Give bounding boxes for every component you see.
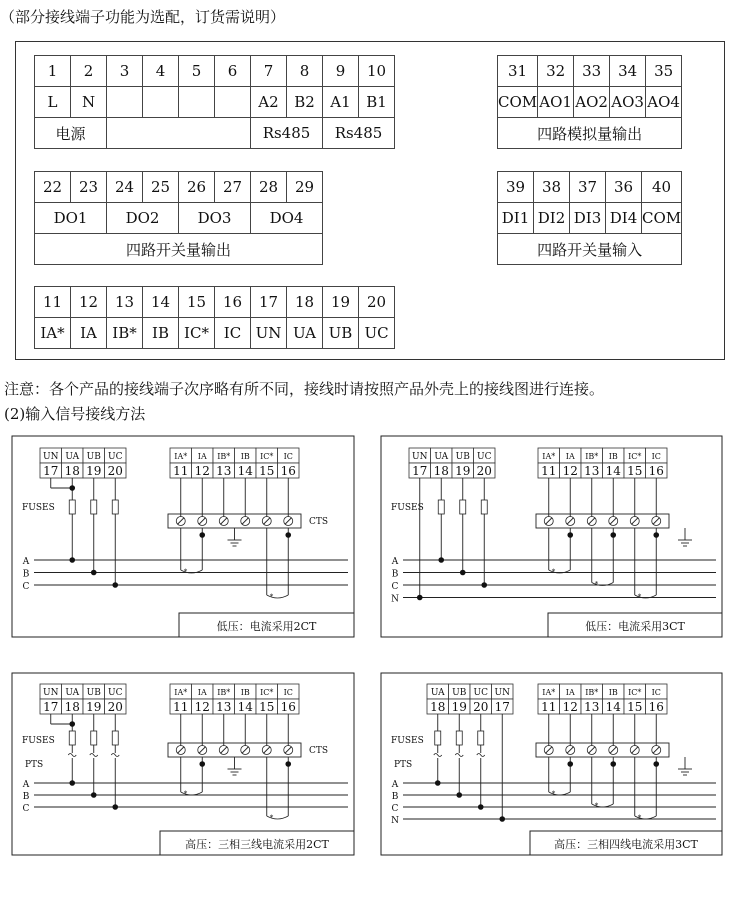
phase-label: B xyxy=(391,569,399,580)
digital-output-3: DO4 xyxy=(251,203,323,234)
voltage-terminal-number: 17 xyxy=(494,700,510,714)
fuse xyxy=(69,731,75,745)
junction-dot xyxy=(112,582,118,588)
voltage-terminal-number: 17 xyxy=(43,464,59,478)
terminal-number-3: 34 xyxy=(610,56,646,87)
digital-output-0: DO1 xyxy=(35,203,107,234)
junction-dot xyxy=(91,570,97,576)
current-terminal-number: 15 xyxy=(259,700,275,714)
voltage-terminal-number: 17 xyxy=(412,464,428,478)
voltage-terminal-number: 18 xyxy=(433,464,449,478)
fuse xyxy=(481,500,487,514)
junction-dot xyxy=(69,485,75,491)
junction-dot xyxy=(91,792,97,798)
wiring-diagram-2 xyxy=(12,673,354,855)
terminal-function-1: N xyxy=(71,87,107,118)
pt-coil xyxy=(90,754,98,757)
current-terminal-number: 16 xyxy=(648,464,664,478)
phase-label: C xyxy=(22,804,30,814)
terminal-function-0: DI1 xyxy=(498,203,534,234)
terminal-number-3: 36 xyxy=(606,172,642,203)
terminal-function-4: IC* xyxy=(179,318,215,349)
junction-dot xyxy=(610,532,616,538)
diagram-caption: 低压：电流采用2CT xyxy=(216,620,317,633)
current-terminal-label: IB xyxy=(240,688,250,697)
terminal-function-3: IB xyxy=(143,318,179,349)
phase-label: B xyxy=(22,569,30,580)
current-terminal-label: IB xyxy=(608,452,618,461)
terminal-function-8: UB xyxy=(323,318,359,349)
terminal-number-5: 16 xyxy=(215,287,251,318)
terminal-function-4: COM xyxy=(642,203,682,234)
junction-dot xyxy=(69,557,75,563)
fuses-label: FUSES xyxy=(22,503,55,513)
junction-dot xyxy=(478,804,484,810)
cts-label: CTS xyxy=(309,746,329,756)
terminal-function-1: AO1 xyxy=(538,87,574,118)
voltage-terminal-label: UN xyxy=(43,688,59,698)
ct-terminal-bar xyxy=(536,514,669,528)
current-terminal-number: 11 xyxy=(173,700,189,714)
current-terminal-label: IB xyxy=(240,452,250,461)
current-terminal-label: IA* xyxy=(542,688,556,697)
voltage-terminal-label: UN xyxy=(412,452,428,462)
voltage-terminal-number: 18 xyxy=(430,700,446,714)
voltage-terminal-number: 20 xyxy=(107,464,123,478)
pt-coil xyxy=(434,754,442,757)
current-terminal-label: IC xyxy=(651,688,661,697)
digital-input-title: 四路开关量输入 xyxy=(498,234,682,265)
terminal-function-1: IA xyxy=(71,318,107,349)
voltage-terminal-label: UB xyxy=(86,452,101,462)
current-terminal-label: IA xyxy=(197,688,207,697)
fuse xyxy=(438,500,444,514)
ct-star: * xyxy=(594,580,599,589)
current-terminal-label: IA* xyxy=(174,688,188,697)
group-rs485-2: Rs485 xyxy=(323,118,395,149)
terminal-function-3: AO3 xyxy=(610,87,646,118)
terminal-function-2: AO2 xyxy=(574,87,610,118)
voltage-terminal-label: UN xyxy=(494,688,510,698)
voltage-terminal-label: UA xyxy=(434,452,449,462)
current-terminal-number: 14 xyxy=(605,464,621,478)
analog-output-title: 四路模拟量输出 xyxy=(498,118,682,149)
ct-star: * xyxy=(594,802,599,810)
ct-terminal-bar xyxy=(536,743,669,757)
pts-label: PTS xyxy=(25,760,44,770)
terminal-number-0: 1 xyxy=(35,56,71,87)
current-terminal-number: 15 xyxy=(259,464,275,478)
phase-label: C xyxy=(22,582,30,592)
current-terminal-label: IC xyxy=(283,688,293,697)
fuse xyxy=(69,500,75,514)
terminal-number-7: 18 xyxy=(287,287,323,318)
junction-dot xyxy=(417,595,423,601)
terminal-number-3: 14 xyxy=(143,287,179,318)
ct-terminal-bar xyxy=(168,514,301,528)
phase-label: C xyxy=(391,582,399,592)
voltage-terminal-label: UN xyxy=(43,452,59,462)
current-terminal-number: 13 xyxy=(216,464,232,478)
terminal-number-7: 29 xyxy=(287,172,323,203)
current-terminal-label: IB* xyxy=(217,688,231,697)
voltage-terminal-number: 18 xyxy=(64,700,80,714)
junction-dot xyxy=(456,792,462,798)
junction-dot xyxy=(567,761,573,767)
current-terminal-label: IC* xyxy=(260,452,274,461)
terminal-function-0: L xyxy=(35,87,71,118)
terminal-number-4: 15 xyxy=(179,287,215,318)
current-terminal-number: 12 xyxy=(194,700,210,714)
terminal-number-4: 40 xyxy=(642,172,682,203)
ct-star: * xyxy=(637,814,642,822)
header-note: （部分接线端子功能为选配，订货需说明） xyxy=(0,8,286,26)
terminal-number-1: 12 xyxy=(71,287,107,318)
terminal-number-0: 31 xyxy=(498,56,538,87)
terminal-function-0: COM xyxy=(498,87,538,118)
terminal-number-2: 24 xyxy=(107,172,143,203)
voltage-terminal-number: 20 xyxy=(473,700,489,714)
diagram-caption: 高压：三相四线电流采用3CT xyxy=(554,838,698,851)
current-terminal-number: 12 xyxy=(194,464,210,478)
voltage-terminal-label: UB xyxy=(452,688,467,698)
digital-output-title: 四路开关量输出 xyxy=(35,234,323,265)
junction-dot xyxy=(567,532,573,538)
terminal-number-9: 10 xyxy=(359,56,395,87)
terminal-number-2: 3 xyxy=(107,56,143,87)
voltage-terminal-label: UA xyxy=(430,688,445,698)
terminal-function-3: DI4 xyxy=(606,203,642,234)
terminal-function-7: UA xyxy=(287,318,323,349)
current-terminal-label: IC* xyxy=(628,452,642,461)
terminal-number-5: 27 xyxy=(215,172,251,203)
current-terminal-number: 16 xyxy=(280,464,296,478)
wiring-diagram-0 xyxy=(12,436,354,637)
current-terminal-label: IA xyxy=(565,688,575,697)
terminal-function-7: B2 xyxy=(287,87,323,118)
current-terminal-number: 11 xyxy=(541,464,557,478)
voltage-terminal-label: UC xyxy=(477,452,492,462)
junction-dot xyxy=(435,780,441,786)
voltage-terminal-number: 20 xyxy=(476,464,492,478)
ct-star: * xyxy=(183,568,188,576)
cts-label: CTS xyxy=(309,517,329,527)
phase-label: A xyxy=(22,557,30,567)
terminal-function-2: IB* xyxy=(107,318,143,349)
junction-dot xyxy=(199,761,205,767)
voltage-terminal-label: UC xyxy=(473,688,488,698)
terminal-number-9: 20 xyxy=(359,287,395,318)
terminal-number-3: 4 xyxy=(143,56,179,87)
pt-coil xyxy=(111,754,119,757)
terminal-number-4: 26 xyxy=(179,172,215,203)
current-terminal-label: IA* xyxy=(174,452,188,461)
ct-star: * xyxy=(551,568,556,576)
current-terminal-label: IB* xyxy=(217,452,231,461)
terminal-number-0: 39 xyxy=(498,172,534,203)
voltage-terminal-label: UC xyxy=(108,688,123,698)
terminal-number-4: 5 xyxy=(179,56,215,87)
junction-dot xyxy=(653,761,659,767)
terminal-number-1: 2 xyxy=(71,56,107,87)
group-power: 电源 xyxy=(35,118,107,149)
fuse xyxy=(460,500,466,514)
ct-star: * xyxy=(637,593,642,601)
fuse xyxy=(435,731,441,745)
junction-dot xyxy=(69,780,75,786)
voltage-terminal-label: UC xyxy=(108,452,123,462)
fuse xyxy=(478,731,484,745)
notice-text: 注意：各个产品的接线端子次序略有所不同，接线时请按照产品外壳上的接线图进行连接。 xyxy=(4,380,605,398)
current-terminal-label: IC* xyxy=(260,688,274,697)
terminal-number-2: 33 xyxy=(574,56,610,87)
current-terminal-number: 11 xyxy=(541,700,557,714)
terminal-function-6: UN xyxy=(251,318,287,349)
current-terminal-number: 14 xyxy=(605,700,621,714)
pt-coil xyxy=(477,754,485,757)
junction-dot xyxy=(112,804,118,810)
phase-label: N xyxy=(391,816,399,826)
current-terminal-number: 16 xyxy=(648,700,664,714)
junction-dot xyxy=(481,582,487,588)
ct-star: * xyxy=(269,593,274,601)
fuse xyxy=(456,731,462,745)
fuse xyxy=(91,731,97,745)
terminal-number-4: 35 xyxy=(646,56,682,87)
current-terminal-label: IB* xyxy=(585,452,599,461)
current-terminal-number: 12 xyxy=(562,700,578,714)
terminal-function-1: DI2 xyxy=(534,203,570,234)
terminal-function-6: A2 xyxy=(251,87,287,118)
ct-star: * xyxy=(269,814,274,822)
group-rs485-1: Rs485 xyxy=(251,118,323,149)
current-terminal-number: 11 xyxy=(173,464,189,478)
digital-output-2: DO3 xyxy=(179,203,251,234)
current-terminal-label: IA* xyxy=(542,452,556,461)
current-terminal-number: 13 xyxy=(584,700,600,714)
terminal-number-6: 28 xyxy=(251,172,287,203)
junction-dot xyxy=(460,570,466,576)
current-terminal-label: IB xyxy=(608,688,618,697)
current-terminal-number: 15 xyxy=(627,700,643,714)
digital-output-1: DO2 xyxy=(107,203,179,234)
terminal-function-5: IC xyxy=(215,318,251,349)
current-terminal-label: IC* xyxy=(628,688,642,697)
diagram-caption: 低压：电流采用3CT xyxy=(585,620,685,633)
pt-coil xyxy=(68,754,76,757)
current-terminal-label: IA xyxy=(565,452,575,461)
current-terminal-number: 15 xyxy=(627,464,643,478)
terminal-function-9: B1 xyxy=(359,87,395,118)
current-terminal-number: 16 xyxy=(280,700,296,714)
terminal-number-7: 8 xyxy=(287,56,323,87)
current-terminal-number: 13 xyxy=(216,700,232,714)
terminal-function-8: A1 xyxy=(323,87,359,118)
current-terminal-label: IB* xyxy=(585,688,599,697)
junction-dot xyxy=(653,532,659,538)
fuses-label: FUSES xyxy=(391,503,424,513)
current-terminal-label: IC xyxy=(283,452,293,461)
voltage-terminal-label: UA xyxy=(65,688,80,698)
terminal-number-3: 25 xyxy=(143,172,179,203)
current-terminal-number: 13 xyxy=(584,464,600,478)
fuse xyxy=(112,731,118,745)
terminal-number-5: 6 xyxy=(215,56,251,87)
terminal-number-8: 9 xyxy=(323,56,359,87)
current-terminal-label: IA xyxy=(197,452,207,461)
voltage-terminal-number: 17 xyxy=(43,700,59,714)
current-terminal-number: 12 xyxy=(562,464,578,478)
terminal-number-8: 19 xyxy=(323,287,359,318)
terminal-function-4: AO4 xyxy=(646,87,682,118)
terminal-number-6: 17 xyxy=(251,287,287,318)
diagram-caption: 高压：三相三线电流采用2CT xyxy=(185,838,329,851)
voltage-terminal-label: UB xyxy=(455,452,470,462)
terminal-function-9: UC xyxy=(359,318,395,349)
terminal-number-1: 38 xyxy=(534,172,570,203)
terminal-function-0: IA* xyxy=(35,318,71,349)
current-terminal-label: IC xyxy=(651,452,661,461)
fuse xyxy=(112,500,118,514)
wiring-diagram-3 xyxy=(381,673,722,855)
section-title: (2)输入信号接线方法 xyxy=(4,405,146,423)
current-terminal-number: 14 xyxy=(237,464,253,478)
voltage-terminal-number: 20 xyxy=(107,700,123,714)
phase-label: A xyxy=(22,780,30,790)
junction-dot xyxy=(285,761,291,767)
terminal-number-0: 22 xyxy=(35,172,71,203)
pts-label: PTS xyxy=(394,760,413,770)
phase-label: B xyxy=(391,792,399,802)
phase-label: B xyxy=(22,792,30,802)
terminal-number-0: 11 xyxy=(35,287,71,318)
fuse xyxy=(91,500,97,514)
voltage-terminal-number: 19 xyxy=(86,464,102,478)
terminal-number-2: 37 xyxy=(570,172,606,203)
phase-label: A xyxy=(391,780,399,790)
voltage-terminal-number: 19 xyxy=(86,700,102,714)
phase-label: A xyxy=(391,557,399,567)
voltage-terminal-number: 19 xyxy=(451,700,467,714)
junction-dot xyxy=(499,816,505,822)
junction-dot xyxy=(610,761,616,767)
wiring-diagram-1 xyxy=(381,436,722,637)
terminal-number-6: 7 xyxy=(251,56,287,87)
ct-star: * xyxy=(183,790,188,798)
fuses-label: FUSES xyxy=(391,736,424,746)
junction-dot xyxy=(285,532,291,538)
phase-label: C xyxy=(391,804,399,814)
junction-dot xyxy=(199,532,205,538)
ct-terminal-bar xyxy=(168,743,301,757)
junction-dot xyxy=(438,557,444,563)
voltage-terminal-label: UA xyxy=(65,452,80,462)
voltage-terminal-label: UB xyxy=(86,688,101,698)
fuses-label: FUSES xyxy=(22,736,55,746)
ct-star: * xyxy=(551,790,556,798)
phase-label: N xyxy=(391,594,399,605)
junction-dot xyxy=(69,721,75,727)
current-terminal-number: 14 xyxy=(237,700,253,714)
terminal-function-2: DI3 xyxy=(570,203,606,234)
pt-coil xyxy=(455,754,463,757)
terminal-number-1: 32 xyxy=(538,56,574,87)
voltage-terminal-number: 19 xyxy=(455,464,471,478)
terminal-number-2: 13 xyxy=(107,287,143,318)
terminal-number-1: 23 xyxy=(71,172,107,203)
voltage-terminal-number: 18 xyxy=(64,464,80,478)
